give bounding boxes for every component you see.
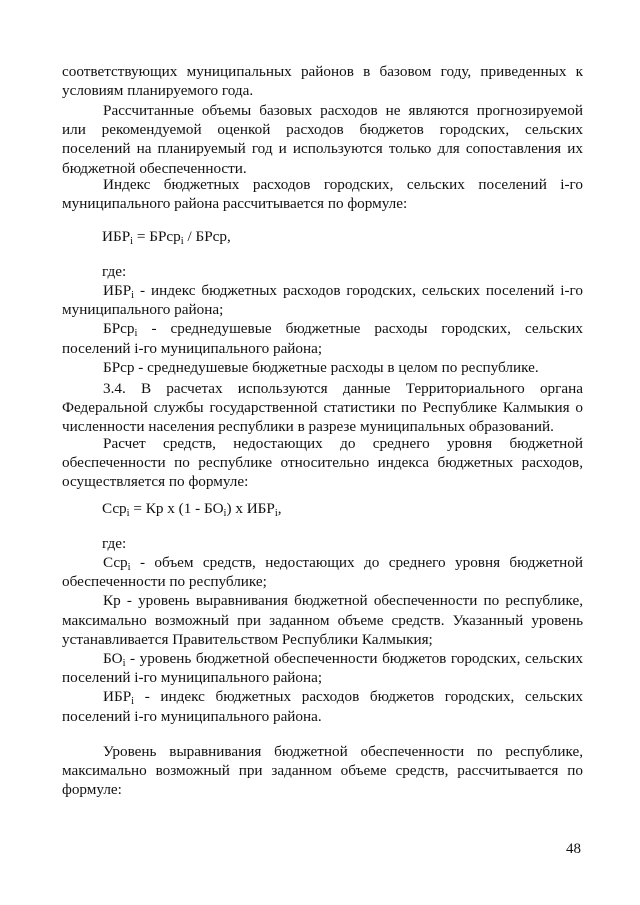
text-line: поселений i-го муниципального района.: [62, 707, 322, 725]
definition-ibr-2: $ИБР_i$ - индекс бюджетных расходов бюджетов городских, сельских: [103, 688, 583, 708]
section-3-4: [62, 379, 583, 437]
text-line: или рекомендуемой оценкой расходов бюджетов городских, сельских: [62, 121, 583, 139]
definition-brsr: БРср - среднедушевые бюджетные расходы в целом по республике.: [103, 358, 539, 376]
formula-ssr: Сср$_i$ = Кр х $(1 - БО_i)$ х $ИБР_i$,: [102, 500, 282, 519]
page-number: 48: [566, 841, 581, 857]
text-line: Уровень выравнивания бюджетной обеспеченности по республике,: [103, 743, 583, 760]
text-line: условиям планируемого года.: [62, 82, 254, 100]
paragraph-base-expenses: [62, 101, 583, 178]
where-label: где:: [102, 535, 127, 552]
text-line: Расчет средств, недостающих до среднего уровня бюджетной: [103, 435, 583, 452]
text-line: Федеральной службы государственной статистики по Республике Калмыкия о: [62, 399, 583, 417]
text-line: формуле:: [62, 781, 122, 799]
paragraph-equalization-level: [62, 742, 583, 800]
text-line: муниципального района рассчитывается по формуле:: [62, 195, 408, 213]
paragraph-continuation: [62, 62, 583, 100]
definition-brsr-i: БРср$_i$ - среднедушевые бюджетные расходы городских, сельских: [103, 320, 583, 340]
formula-ibr: $ИБР_i$ = БРср$_i$ / БРср,: [102, 228, 231, 247]
text-line: поселений i-го муниципального района;: [62, 339, 323, 357]
definition-ssr: Сср$_i$ - объем средств, недостающих до среднего уровня бюджетной: [103, 554, 583, 573]
definition-bo: $БО_i$ - уровень бюджетной обеспеченности бюджетов городских, сельских: [103, 650, 583, 670]
text-line: устанавливается Правительством Республики Калмыкия;: [62, 630, 433, 648]
text-line: поселений i-го муниципального района;: [62, 669, 323, 687]
where-label: где:: [102, 263, 127, 280]
paragraph-calculation: [62, 434, 583, 492]
text-line: максимально возможный при заданном объеме средств, рассчитывается по: [62, 762, 583, 780]
text-line: обеспеченности по республике;: [62, 573, 267, 591]
text-line: поселений на планируемый год и используются только для сопоставления их: [62, 140, 583, 158]
text-line: максимально возможный при заданном объеме средств. Указанный уровень: [62, 611, 583, 629]
text-line: численности населения республики в разрезе муниципальных образований.: [62, 418, 554, 436]
definitions-formula-1: [62, 281, 583, 377]
text-line: Рассчитанные объемы базовых расходов не являются прогнозируемой: [103, 102, 583, 119]
text-line: муниципального района;: [62, 301, 224, 319]
definitions-formula-2: [62, 553, 583, 726]
text-line: соответствующих муниципальных районов в базовом году, приведенных к: [62, 63, 583, 80]
definition-ibr: $ИБР_i$ - индекс бюджетных расходов городских, сельских поселений i-го: [103, 282, 583, 301]
definition-kr: Кр - уровень выравнивания бюджетной обеспеченности по республике,: [103, 592, 583, 610]
text-line: бюджетной обеспеченности.: [62, 159, 247, 177]
text-line: Индекс бюджетных расходов городских, сельских поселений i-го: [103, 176, 583, 193]
text-line: 3.4. В расчетах используются данные Территориального органа: [103, 380, 583, 397]
paragraph-index-intro: [62, 175, 583, 213]
text-line: осуществляется по формуле:: [62, 473, 249, 491]
text-line: обеспеченности по республике относительно индекса бюджетных расходов,: [62, 454, 583, 472]
